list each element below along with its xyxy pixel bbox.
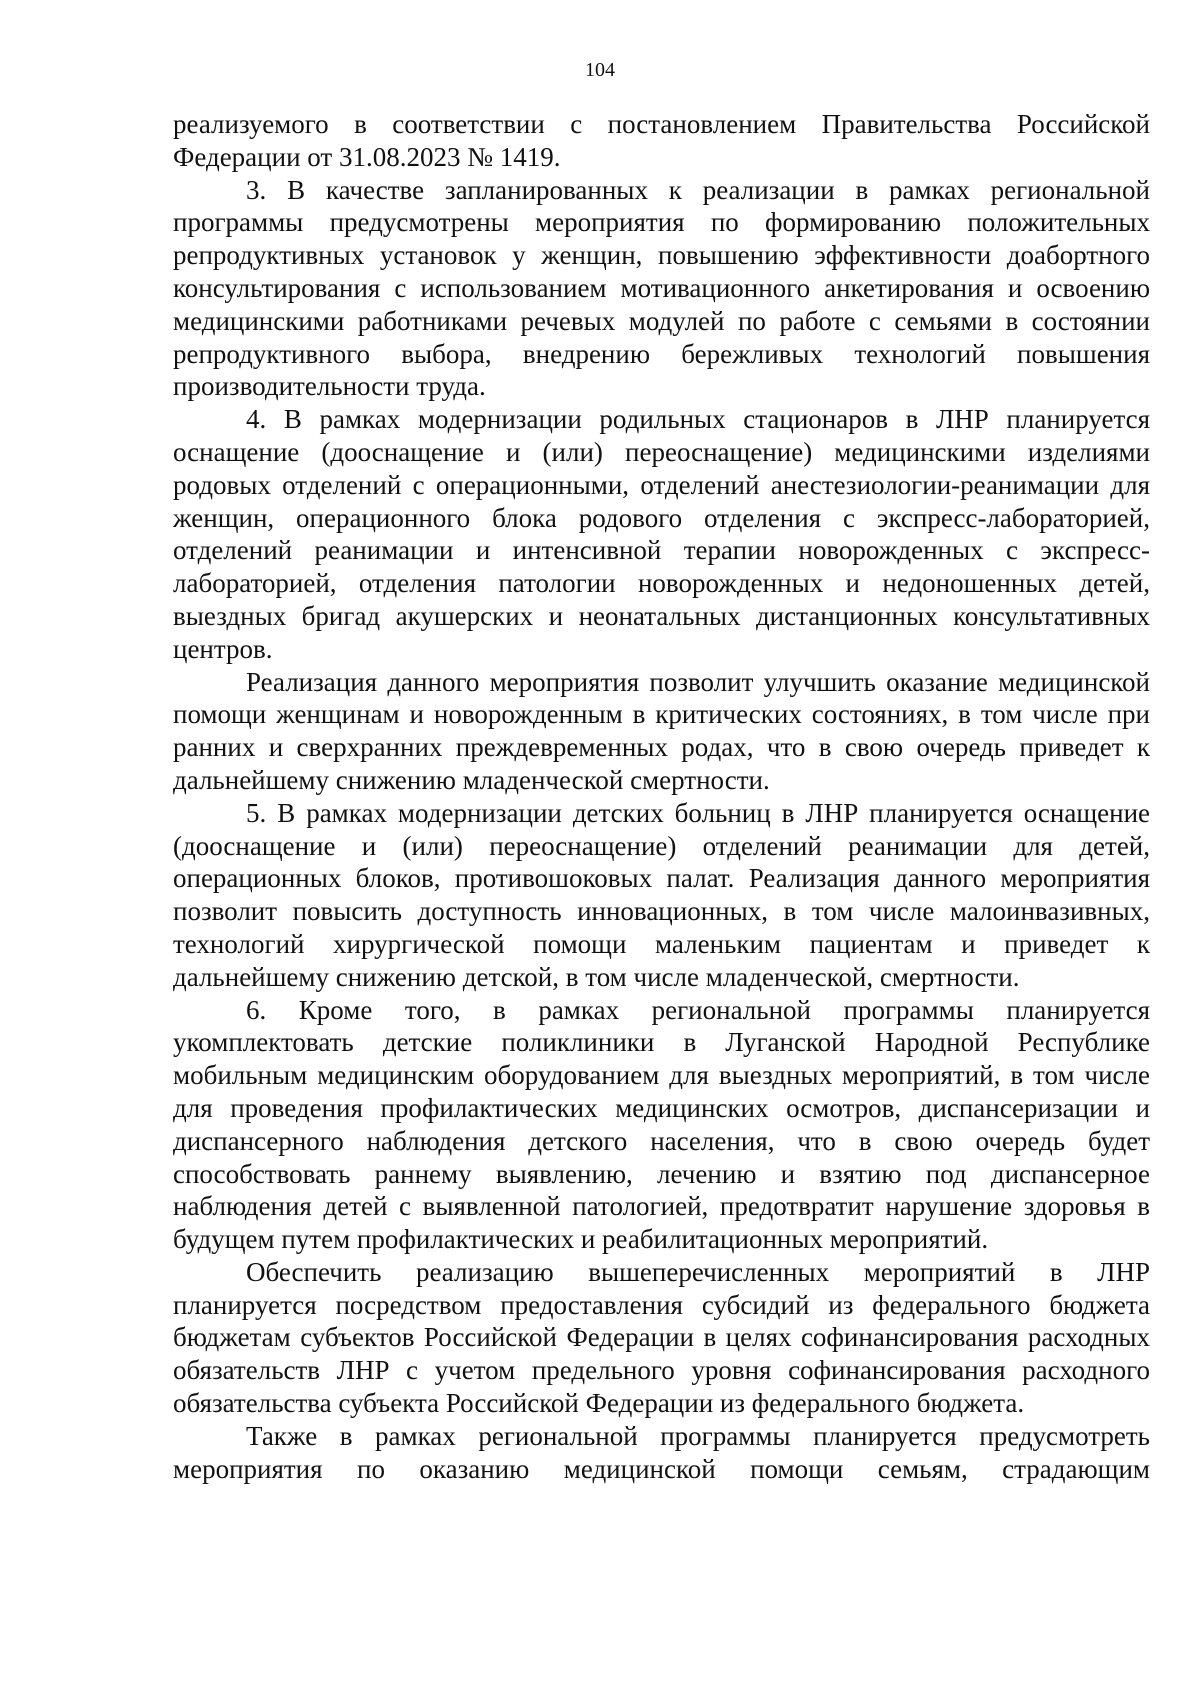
paragraph-item-4: 4. В рамках модернизации родильных стационаров в ЛНР планируется оснащение (дооснащение и (или) переоснащение) медицинскими изделиями родовых отделений с операционными, отделений анестезиологии-реанимации для женщин, операционного блока родового отделения с экспресс-лабораторией, отделений реанимации и интенсивной терапии новорожденных с экспресс-лабораторией, отделения патологии новорожденных и недоношенных детей, выездных бригад акушерских и неонатальных дистанционных консультативных центров.: [173, 404, 1150, 664]
paragraph-continued: Также в рамках региональной программы планируется предусмотреть мероприятия по оказанию медицинской помощи семьям, страдающим: [173, 1420, 1150, 1484]
page-number: 104: [585, 59, 615, 81]
paragraph-item-5: 5. В рамках модернизации детских больниц в ЛНР планируется оснащение (дооснащение и (или) переоснащение) отделений реанимации для детей, операционных блоков, противошоковых палат. Реализация данного мероприятия позволит повысить доступность инновационных, в том числе малоинвазивных, технологий хирургической помощи маленьким пациентам и приведет к дальнейшему снижению детской, в том числе младенческой, смертности.: [173, 797, 1150, 992]
paragraph-item-3: 3. В качестве запланированных к реализации в рамках региональной программы предусмотрены мероприятия по формированию положительных репродуктивных установок у женщин, повышению эффективности доабортного консультирования с использованием мотивационного анкетирования и освоению медицинскими работниками речевых модулей по работе с семьями в состоянии репродуктивного выбора, внедрению бережливых технологий повышения производительности труда.: [173, 174, 1150, 402]
document-body: [173, 108, 1150, 1485]
paragraph-continuation: реализуемого в соответствии с постановлением Правительства Российской Федерации от 31.08.2023 № 1419.: [173, 109, 1150, 172]
paragraph-financing: Обеспечить реализацию вышеперечисленных мероприятий в ЛНР планируется посредством предоставления субсидий из федерального бюджета бюджетам субъектов Российской Федерации в целях софинансирования расходных обязательств ЛНР с учетом предельного уровня софинансирования расходного обязательства субъекта Российской Федерации из федерального бюджета.: [173, 1256, 1150, 1419]
paragraph-item-6: 6. Кроме того, в рамках региональной программы планируется укомплектовать детские поликлиники в Луганской Народной Республике мобильным медицинским оборудованием для выездных мероприятий, в том числе для проведения профилактических медицинских осмотров, диспансеризации и диспансерного наблюдения детского населения, что в свою очередь будет способствовать раннему выявлению, лечению и взятию под диспансерное наблюдения детей с выявленной патологией, предотвратит нарушение здоровья в будущем путем профилактических и реабилитационных мероприятий.: [173, 994, 1150, 1255]
paragraph-item-4-result: Реализация данного мероприятия позволит улучшить оказание медицинской помощи женщинам и новорожденным в критических состояниях, в том числе при ранних и сверхранних преждевременных родах, что в свою очередь приведет к дальнейшему снижению младенческой смертности.: [173, 666, 1150, 795]
